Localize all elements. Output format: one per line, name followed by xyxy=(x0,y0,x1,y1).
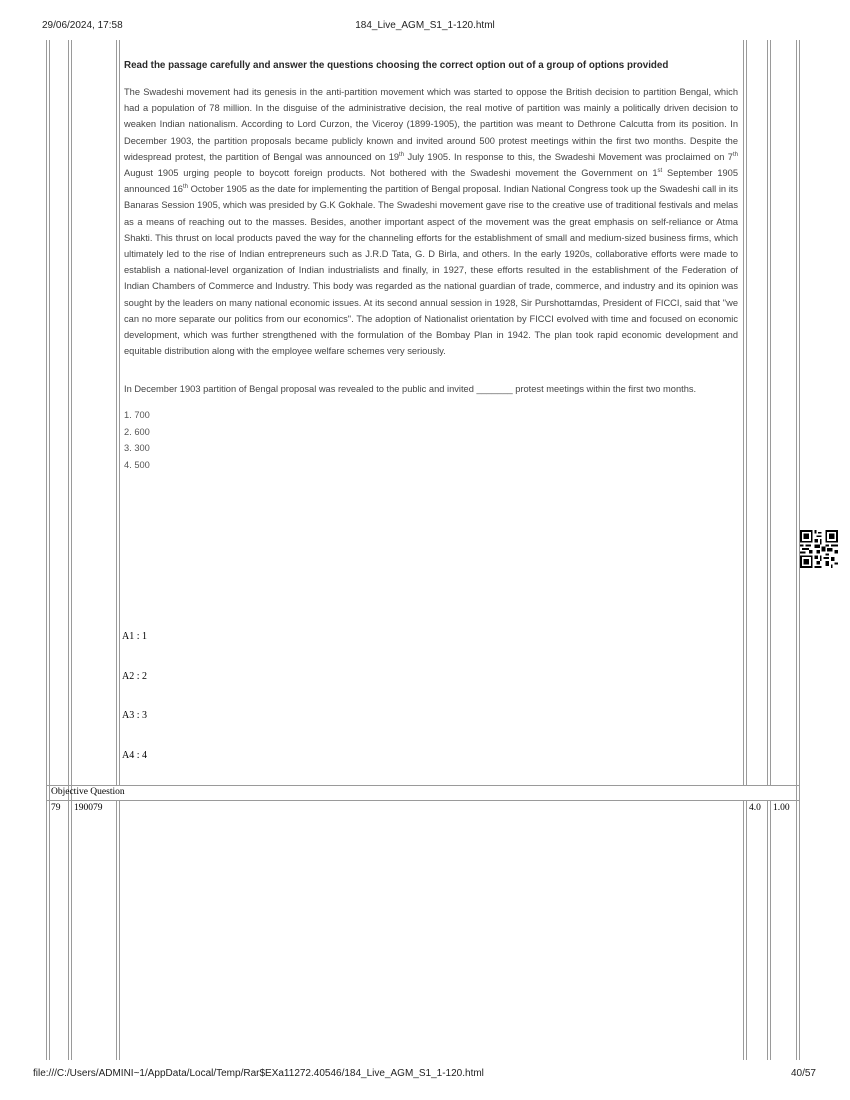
print-header xyxy=(0,20,850,34)
qr-code-icon xyxy=(800,530,838,568)
question-type-label: Objective Question xyxy=(51,787,125,797)
answer-list xyxy=(122,630,147,788)
question-marks: 4.0 xyxy=(749,803,761,813)
option-list xyxy=(124,407,738,473)
question-serial: 79 xyxy=(51,803,61,813)
option-item: 2. 600 xyxy=(124,426,150,437)
answer-item: A1 : 1 xyxy=(122,631,147,642)
option-item: 4. 500 xyxy=(124,459,150,470)
answer-item: A3 : 3 xyxy=(122,710,147,721)
question-id: 190079 xyxy=(74,803,103,813)
question-text: In December 1903 partition of Bengal proposal was revealed to the public and invited _______ protest meetings within the first two months. xyxy=(124,384,697,395)
passage-text: The Swadeshi movement had its genesis in the anti-partition movement which was started to oppose the British decision to partition Bengal, which had a population of 78 million. In the disguise of the administrative decision, the real motive of partition was mainly a politically driven decision to weaken Indian nationalism. According to Lord Curzon, the Viceroy (1899-1905), the partition was meant to Dethrone Calcutta from its position. In December 1903, the partition proposals became publicly known and invited around 500 protest meetings within the first two months. Despite the widespread protest, the partition of Bengal was announced on 19th July 1905. In response to this, the Swadeshi Movement was proclaimed on 7th August 1905 urging people to boycott foreign products. Not bothered with the Swadeshi movement the Government on 1st September 1905 announced 16th October 1905 as the date for implementing the partition of Bengal proposal. Indian National Congress took up the Swadeshi call in its Banaras Session 1905, which was presided by G.K Gokhale. The Swadeshi movement gave rise to the creative use of traditional festivals and melas as a means of reaching out to the masses. Besides, another important aspect of the movement was the great emphasis on self-reliance or Atma Shakti. This thrust on local products paved the way for the channeling efforts for the establishment of small and medium-sized business firms, which ultimately led to the rise of Indian entrepreneurs such as J.R.D Tata, G. D Birla, and others. In the early 1920s, collaborative efforts were made to establish a national-level organization of Indian industrialists and finally, in 1927, these efforts resulted in the establishment of the Federation of Indian Chambers of Commerce and Industry. This body was regarded as the national guardian of trade, commerce, and industry and its opinion was sought by the leaders on many national economic issues. At its second annual session in 1928, Sir Purshottamdas, President of FICCI, said that "we can no more separate our politics from our economics". The adoption of Nationalist orientation by FICCI evolved with time and focused on economic development, which was further strengthened with the formulation of the Bombay Plan in 1942. The plan took rapid economic development and equitable distribution along with the employee welfare schemes very seriously. xyxy=(124,87,739,357)
page-number: 40/57 xyxy=(790,1068,816,1079)
file-path: file:///C:/Users/ADMINI~1/AppData/Local/Temp/Rar$EXa11272.40546/184_Live_AGM_S1_1-120.html xyxy=(33,1068,484,1079)
question-content xyxy=(124,58,738,473)
answer-item: A2 : 2 xyxy=(122,670,147,682)
answer-item: A4 : 4 xyxy=(122,749,147,761)
instruction-text: Read the passage carefully and answer the questions choosing the correct option out of a group of options provided xyxy=(124,60,669,71)
question-negative-marks: 1.00 xyxy=(773,803,790,813)
option-item: 1. 700 xyxy=(124,410,150,421)
option-item: 3. 300 xyxy=(124,443,150,454)
print-datetime: 29/06/2024, 17:58 xyxy=(42,20,123,31)
print-footer xyxy=(0,1068,850,1082)
print-document-title: 184_Live_AGM_S1_1-120.html xyxy=(355,20,495,31)
